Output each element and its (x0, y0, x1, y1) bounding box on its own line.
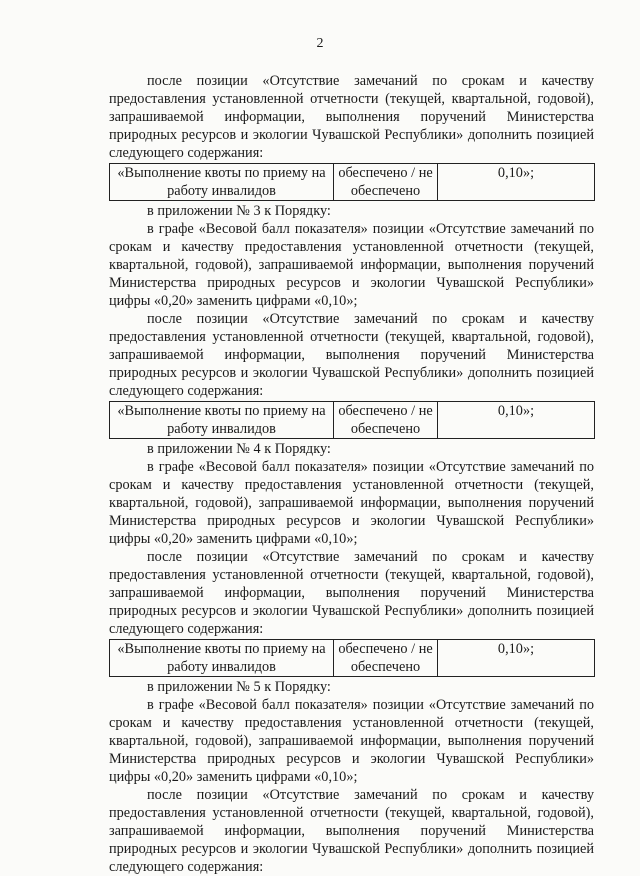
table-cell-status: обеспечено / не обеспечено (334, 640, 438, 677)
table-cell-value: 0,10»; (438, 640, 595, 677)
table-cell-status: обеспечено / не обеспечено (334, 402, 438, 439)
table-cell-value: 0,10»; (438, 402, 595, 439)
quota-table (109, 163, 595, 201)
table-cell-name: «Выполнение квоты по приему на работу инвалидов (110, 164, 334, 201)
table-row (110, 164, 595, 201)
paragraph: после позиции «Отсутствие замечаний по срокам и качеству предоставления установленной отчетности (текущей, квартальной, годовой), запрашиваемой информации, выполнения поручений Министерства природных ресурсов и экологии Чувашской Республики» дополнить позицией следующего содержания: (109, 549, 594, 637)
paragraph: в графе «Весовой балл показателя» позиции «Отсутствие замечаний по срокам и качеству предоставления установленной отчетности (текущей, квартальной, годовой), запрашиваемой информации, выполнения поручений Министерства природных ресурсов и экологии Чувашской Республики» цифры «0,20» заменить цифрами «0,10»; (109, 697, 594, 785)
paragraph: в приложении № 3 к Порядку: (147, 203, 331, 219)
table-row (110, 402, 595, 439)
paragraph: в приложении № 4 к Порядку: (147, 441, 331, 457)
paragraph: в приложении № 5 к Порядку: (147, 679, 331, 695)
paragraph: после позиции «Отсутствие замечаний по срокам и качеству предоставления установленной отчетности (текущей, квартальной, годовой), запрашиваемой информации, выполнения поручений Министерства природных ресурсов и экологии Чувашской Республики» дополнить позицией следующего содержания: (109, 73, 594, 161)
page-number: 2 (316, 36, 324, 51)
quota-table (109, 639, 595, 677)
document-body (109, 72, 594, 876)
table-cell-name: «Выполнение квоты по приему на работу инвалидов (110, 640, 334, 677)
table-cell-value: 0,10»; (438, 164, 595, 201)
table-cell-name: «Выполнение квоты по приему на работу инвалидов (110, 402, 334, 439)
paragraph: после позиции «Отсутствие замечаний по срокам и качеству предоставления установленной отчетности (текущей, квартальной, годовой), запрашиваемой информации, выполнения поручений Министерства природных ресурсов и экологии Чувашской Республики» дополнить позицией следующего содержания: (109, 311, 594, 399)
quota-table (109, 401, 595, 439)
paragraph: после позиции «Отсутствие замечаний по срокам и качеству предоставления установленной отчетности (текущей, квартальной, годовой), запрашиваемой информации, выполнения поручений Министерства природных ресурсов и экологии Чувашской Республики» дополнить позицией следующего содержания: (109, 787, 594, 875)
paragraph: в графе «Весовой балл показателя» позиции «Отсутствие замечаний по срокам и качеству предоставления установленной отчетности (текущей, квартальной, годовой), запрашиваемой информации, выполнения поручений Министерства природных ресурсов и экологии Чувашской Республики» цифры «0,20» заменить цифрами «0,10»; (109, 221, 594, 309)
paragraph: в графе «Весовой балл показателя» позиции «Отсутствие замечаний по срокам и качеству предоставления установленной отчетности (текущей, квартальной, годовой), запрашиваемой информации, выполнения поручений Министерства природных ресурсов и экологии Чувашской Республики» цифры «0,20» заменить цифрами «0,10»; (109, 459, 594, 547)
table-cell-status: обеспечено / не обеспечено (334, 164, 438, 201)
table-row (110, 640, 595, 677)
